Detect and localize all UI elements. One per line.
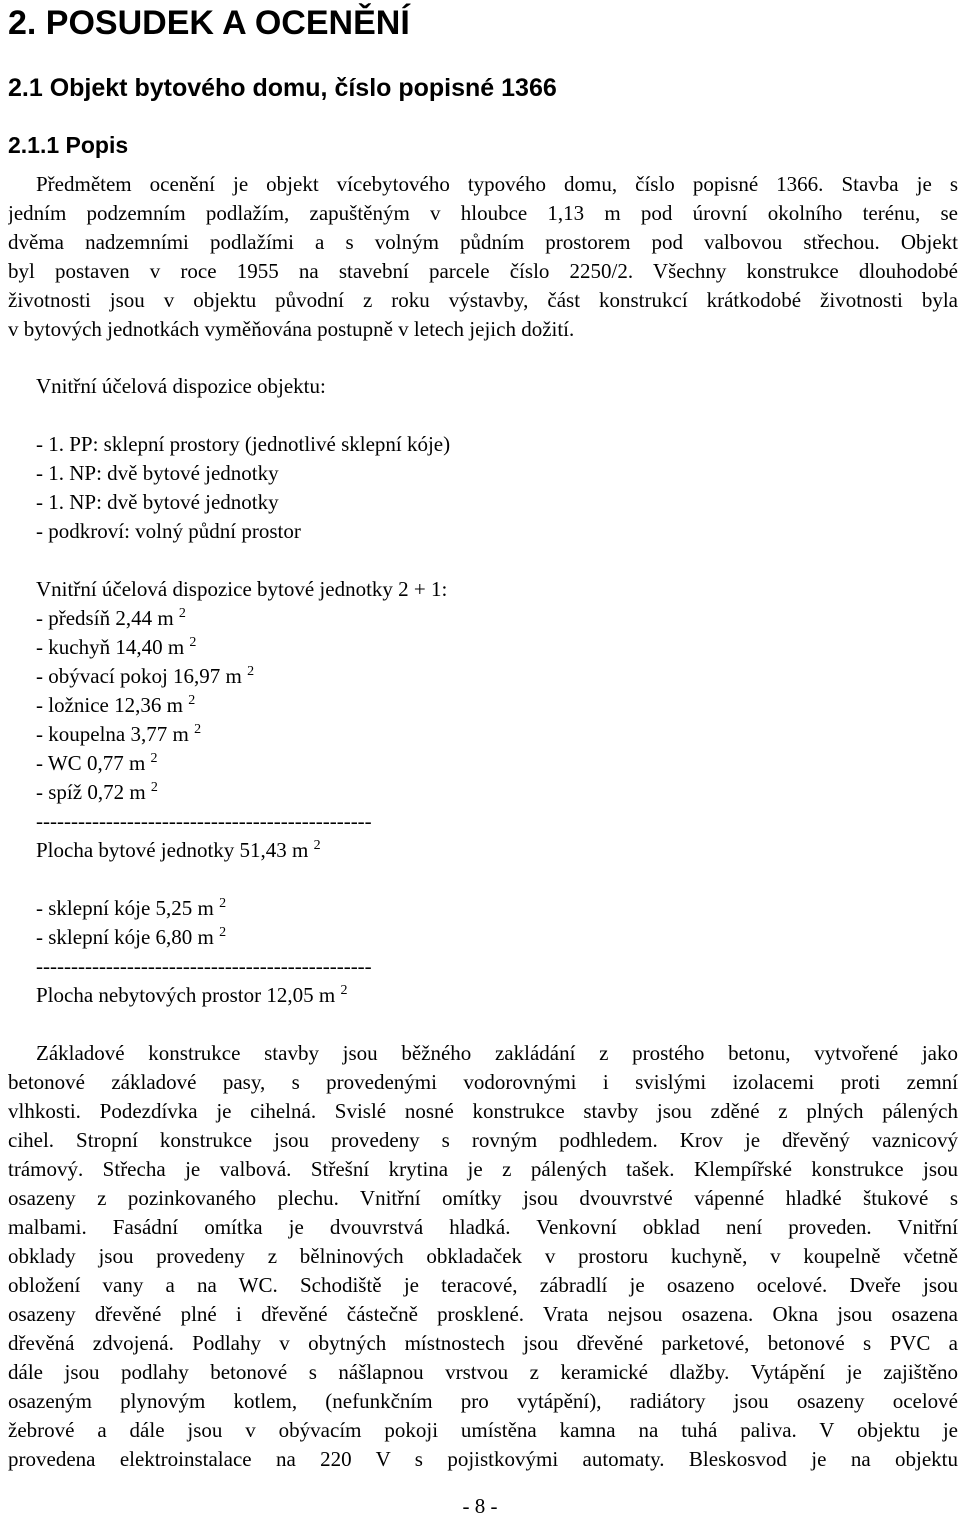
- intro-line: dvěma nadzemními podlažími a s volným půdním prostorem pod valbovou střechou. Objekt: [8, 230, 958, 254]
- intro-line: Předmětem ocenění je objekt vícebytového typového domu, číslo popisné 1366. Stavba je s: [36, 172, 958, 196]
- nonresidential-area-total: Plocha nebytových prostor 12,05 m $^2$: [36, 983, 348, 1007]
- dispozice-objektu-title: Vnitřní účelová dispozice objektu:: [36, 374, 326, 398]
- intro-line: jedním podzemním podlažím, zapuštěným v hloubce 1,13 m pod úrovní okolního terénu, se: [8, 201, 958, 225]
- construction-line: dřevěná zdvojená. Podlahy v obytných místnostech jsou dřevěné parketové, betonové s PVC a: [8, 1331, 958, 1355]
- separator-line: ------------------------------------------------: [36, 954, 372, 978]
- construction-line: Základové konstrukce stavby jsou běžného zakládání z prostého betonu, vytvořené jako: [36, 1041, 958, 1065]
- dispozice-objektu-item: - 1. NP: dvě bytové jednotky: [36, 490, 279, 514]
- construction-line: osazeny dřevěné plné i dřevěné částečně prosklené. Vrata nejsou osazena. Okna jsou osazena: [8, 1302, 958, 1326]
- construction-line: provedena elektroinstalace na 220 V s pojistkovými automaty. Bleskosvod je na objektu: [8, 1447, 958, 1471]
- construction-line: dále jsou podlahy betonové s nášlapnou vrstvou z keramické dlažby. Vytápění je zajištěno: [8, 1360, 958, 1384]
- dispozice-objektu-item: - 1. NP: dvě bytové jednotky: [36, 461, 279, 485]
- page-number: - 8 -: [462, 1494, 498, 1518]
- room-item: - WC 0,77 m $^2$: [36, 751, 158, 775]
- dispozice-objektu-item: - podkroví: volný půdní prostor: [36, 519, 301, 543]
- intro-line: v bytových jednotkách vyměňována postupně v letech jejich dožití.: [8, 317, 575, 341]
- heading-objekt: 2.1 Objekt bytového domu, číslo popisné 1366: [8, 74, 557, 102]
- construction-line: trámový. Střecha je valbová. Střešní krytina je z pálených tašek. Klempířské konstrukce jsou: [8, 1157, 958, 1181]
- construction-line: vlhkosti. Podezdívka je cihelná. Svislé nosné konstrukce stavby jsou zděné z plných pálených: [8, 1099, 958, 1123]
- construction-line: osazeným plynovým kotlem, (nefunkčním pro vytápění), radiátory jsou osazeny ocelové: [8, 1389, 958, 1413]
- room-item: - spíž 0,72 m $^2$: [36, 780, 158, 804]
- cellar-item: - sklepní kóje 6,80 m $^2$: [36, 925, 227, 949]
- heading-posudek: 2. POSUDEK A OCENĚNÍ: [8, 4, 410, 42]
- unit-area-total: Plocha bytové jednotky 51,43 m $^2$: [36, 838, 321, 862]
- dispozice-objektu-item: - 1. PP: sklepní prostory (jednotlivé sklepní kóje): [36, 432, 451, 456]
- heading-popis: 2.1.1 Popis: [8, 132, 129, 158]
- room-item: - kuchyň 14,40 m $^2$: [36, 635, 197, 659]
- construction-line: žebrové a dále jsou v obývacím pokoji umístěna kamna na tuhá paliva. V objektu je: [8, 1418, 958, 1442]
- intro-line: byl postaven v roce 1955 na stavební parcele číslo 2250/2. Všechny konstrukce dlouhodobé: [8, 259, 958, 283]
- room-item: - ložnice 12,36 m $^2$: [36, 693, 196, 717]
- construction-line: obložení vany a na WC. Schodiště je teracové, zábradlí je osazeno ocelové. Dveře jsou: [8, 1273, 958, 1297]
- construction-line: obklady jsou provedeny z bělninových obkladaček v prostoru kuchyně, v koupelně včetně: [8, 1244, 958, 1268]
- cellar-item: - sklepní kóje 5,25 m $^2$: [36, 896, 227, 920]
- room-item: - koupelna 3,77 m $^2$: [36, 722, 202, 746]
- dispozice-jednotky-title: Vnitřní účelová dispozice bytové jednotky 2 + 1:: [36, 577, 448, 601]
- construction-line: betonové základové pasy, s provedenými vodorovnými i svislými izolacemi proti zemní: [8, 1070, 958, 1094]
- construction-line: malbami. Fasádní omítka je dvouvrstvá hladká. Venkovní obklad není proveden. Vnitřní: [8, 1215, 958, 1239]
- separator-line: ------------------------------------------------: [36, 809, 372, 833]
- construction-line: osazeny z pozinkovaného plechu. Vnitřní omítky jsou dvouvrstvé vápenné hladké štukové s: [8, 1186, 958, 1210]
- intro-line: životnosti jsou v objektu původní z roku výstavby, část konstrukcí krátkodobé životnosti byla: [8, 288, 958, 312]
- construction-line: cihel. Stropní konstrukce jsou provedeny s rovným podhledem. Krov je dřevěný vaznicový: [8, 1128, 958, 1152]
- room-item: - obývací pokoj 16,97 m $^2$: [36, 664, 255, 688]
- room-item: - předsíň 2,44 m $^2$: [36, 606, 186, 630]
